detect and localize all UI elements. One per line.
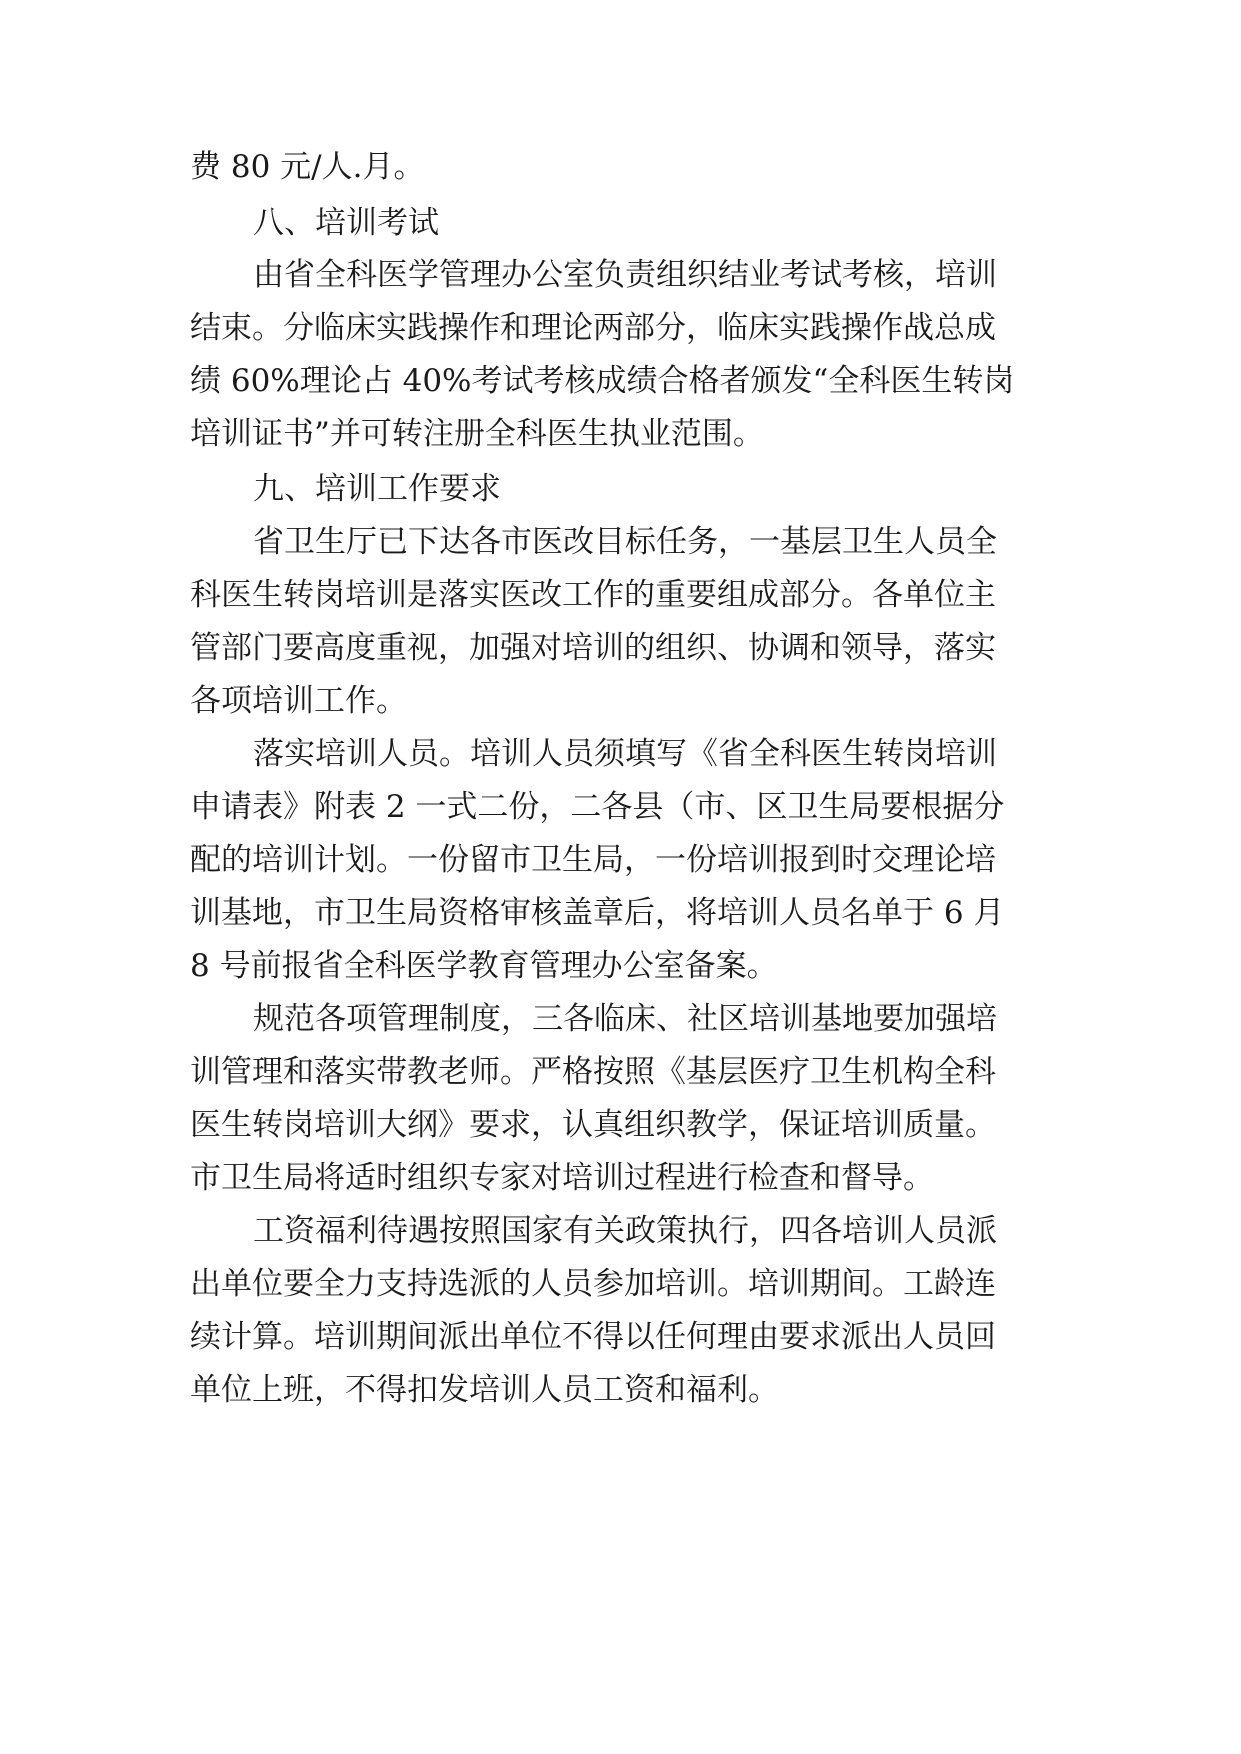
text-line: 管部门要高度重视，加强对培训的组织、协调和领导，落实 bbox=[190, 630, 996, 666]
text-line: 医生转岗培训大纲》要求，认真组织教学，保证培训质量。 bbox=[190, 1107, 996, 1143]
text-line: 训基地，市卫生局资格审核盖章后，将培训人员名单于 6 月 bbox=[190, 895, 1005, 931]
text-line: 工资福利待遇按照国家有关政策执行，四各培训人员派 bbox=[253, 1213, 997, 1249]
text-line: 培训证书”并可转注册全科医生执业范围。 bbox=[190, 416, 764, 452]
text-line: 申请表》附表 2 一式二份，二各县（市、区卫生局要根据分 bbox=[190, 789, 1005, 825]
text-line: 单位上班，不得扣发培训人员工资和福利。 bbox=[190, 1372, 779, 1408]
section-heading: 九、培训工作要求 bbox=[253, 471, 501, 507]
text-line: 各项培训工作。 bbox=[190, 683, 407, 719]
text-line: 科医生转岗培训是落实医改工作的重要组成部分。各单位主 bbox=[190, 577, 996, 613]
text-line: 费 80 元/人.月。 bbox=[190, 149, 425, 185]
text-line: 8 号前报省全科医学教育管理办公室备案。 bbox=[190, 948, 778, 984]
text-line: 省卫生厅已下达各市医改目标任务，一基层卫生人员全 bbox=[253, 524, 997, 560]
text-line: 绩 60%理论占 40%考试考核成绩合格者颁发“全科医生转岗 bbox=[190, 363, 1015, 399]
text-line: 续计算。培训期间派出单位不得以任何理由要求派出人员回 bbox=[190, 1319, 996, 1355]
text-line: 配的培训计划。一份留市卫生局，一份培训报到时交理论培 bbox=[190, 842, 996, 878]
text-line: 训管理和落实带教老师。严格按照《基层医疗卫生机构全科 bbox=[190, 1054, 996, 1090]
text-line: 落实培训人员。培训人员须填写《省全科医生转岗培训 bbox=[253, 736, 997, 772]
text-line: 由省全科医学管理办公室负责组织结业考试考核，培训 bbox=[253, 257, 997, 293]
text-line: 结束。分临床实践操作和理论两部分，临床实践操作战总成 bbox=[190, 310, 996, 346]
text-line: 规范各项管理制度，三各临床、社区培训基地要加强培 bbox=[253, 1001, 997, 1037]
section-heading: 八、培训考试 bbox=[253, 205, 439, 241]
text-line: 出单位要全力支持选派的人员参加培训。培训期间。工龄连 bbox=[190, 1266, 996, 1302]
text-line: 市卫生局将适时组织专家对培训过程进行检查和督导。 bbox=[190, 1160, 934, 1196]
